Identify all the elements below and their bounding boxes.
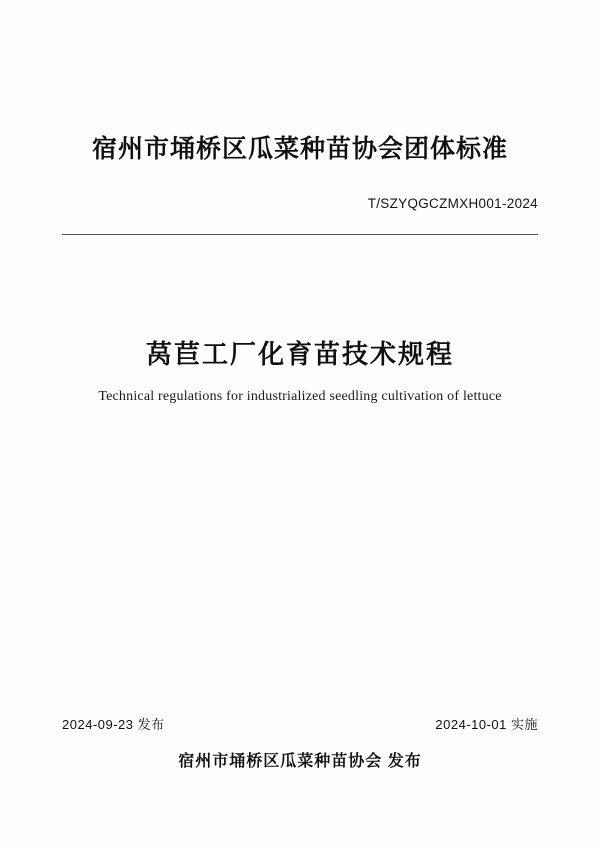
standard-code: T/SZYQGCZMXH001-2024	[367, 196, 538, 211]
effective-date: 2024-10-01 实施	[435, 717, 538, 732]
publisher-line: 宿州市埇桥区瓜菜种苗协会 发布	[178, 753, 422, 770]
header-divider-rule	[62, 234, 538, 235]
standard-header	[0, 132, 600, 166]
association-standard-title: 宿州市埇桥区瓜菜种苗协会团体标准	[91, 135, 508, 163]
document-title-english: Technical regulations for industrialized seedling cultivation of lettuce	[98, 389, 502, 404]
issue-date: 2024-09-23 发布	[62, 717, 165, 732]
document-title-chinese: 莴苣工厂化育苗技术规程	[145, 339, 454, 369]
